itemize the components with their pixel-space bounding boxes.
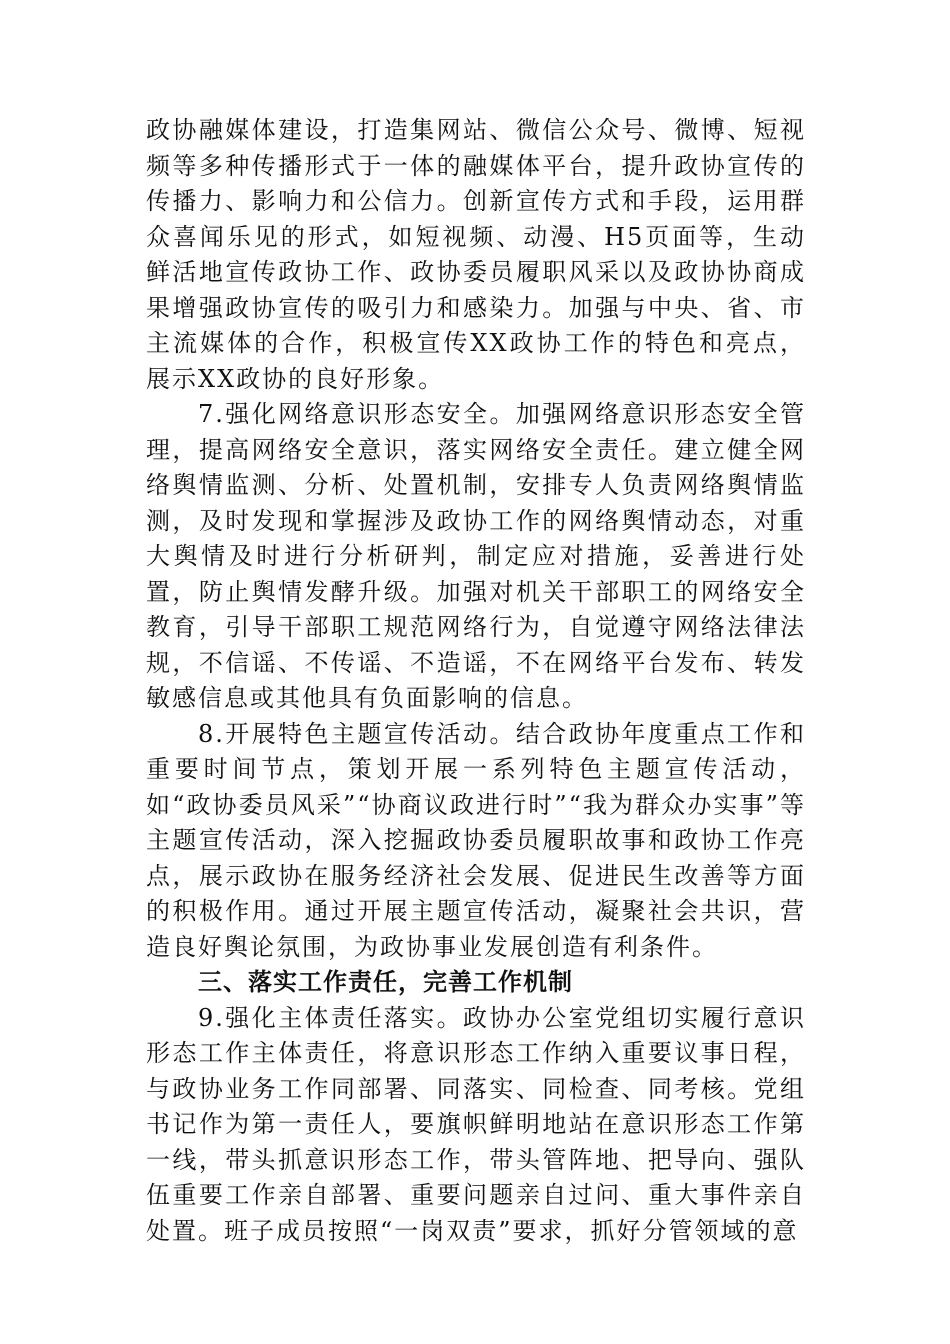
paragraph-9: 9.强化主体责任落实。政协办公室党组切实履行意识形态工作主体责任，将意识形态工作纳入重要议事日程，与政协业务工作同部署、同落实、同检查、同考核。党组书记作为第一责任人，要旗帜鲜明地站在意识形态工作第一线，带头抓意识形态工作，带头管阵地、把导向、强队伍重要工作亲自部署、重要问题亲自过问、重大事件亲自处置。班子成员按照“一岗双责”要求，抓好分管领域的意 bbox=[146, 1003, 806, 1245]
paragraph-8: 8.开展特色主题宣传活动。结合政协年度重点工作和重要时间节点，策划开展一系列特色主题宣传活动，如“政协委员风采”“协商议政进行时”“我为群众办实事”等主题宣传活动，深入挖掘政协委员履职故事和政协工作亮点，展示政协在服务经济社会发展、促进民生改善等方面的积极作用。通过开展主题宣传活动，凝聚社会共识，营造良好舆论氛围，为政协事业发展创造有利条件。 bbox=[146, 719, 806, 961]
paragraph-7: 7.强化网络意识形态安全。加强网络意识形态安全管理，提高网络安全意识，落实网络安全责任。建立健全网络舆情监测、分析、处置机制，安排专人负责网络舆情监测，及时发现和掌握涉及政协工作的网络舆情动态，对重大舆情及时进行分析研判，制定应对措施，妥善进行处置，防止舆情发酵升级。加强对机关干部职工的网络安全教育，引导干部职工规范网络行为，自觉遵守网络法律法规，不信谣、不传谣、不造谣，不在网络平台发布、转发敏感信息或其他具有负面影响的信息。 bbox=[146, 400, 806, 712]
paragraph-continued: 政协融媒体建设，打造集网站、微信公众号、微博、短视频等多种传播形式于一体的融媒体平台，提升政协宣传的传播力、影响力和公信力。创新宣传方式和手段，运用群众喜闻乐见的形式，如短视频、动漫、H5页面等，生动鲜活地宣传政协工作、政协委员履职风采以及政协协商成果增强政协宣传的吸引力和感染力。加强与中央、省、市主流媒体的合作，积极宣传XX政协工作的特色和亮点，展示XX政协的良好形象。 bbox=[146, 116, 806, 393]
section-heading: 三、落实工作责任，完善工作机制 bbox=[198, 968, 573, 996]
document-page bbox=[146, 113, 806, 1249]
